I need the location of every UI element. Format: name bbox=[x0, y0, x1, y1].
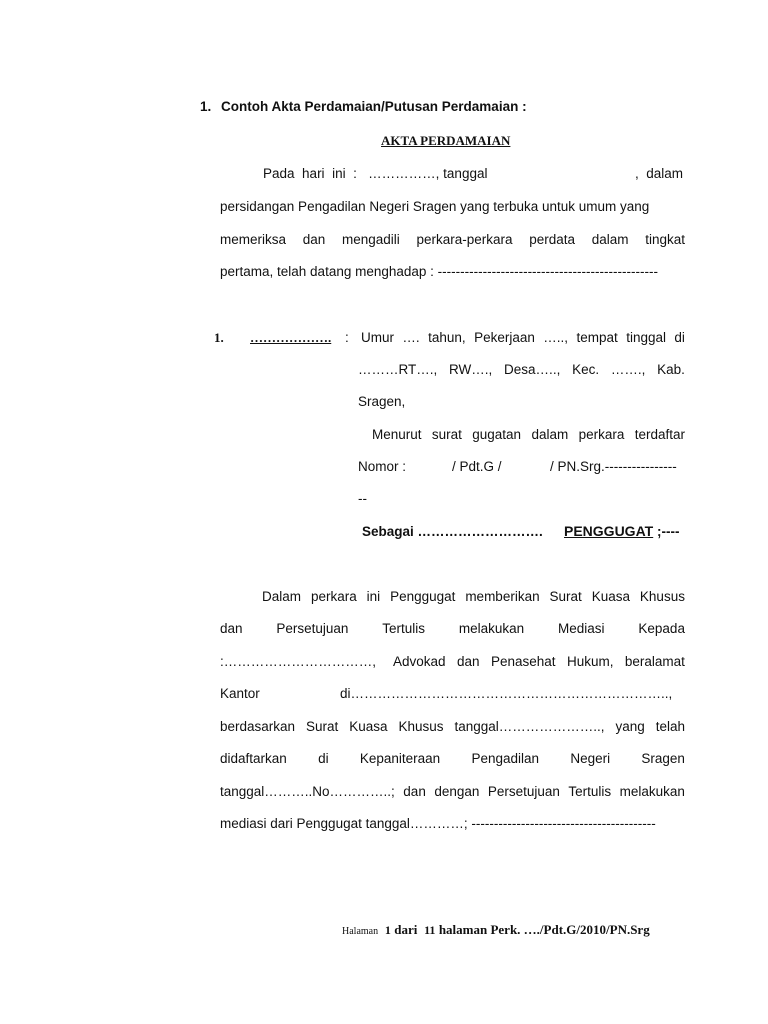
footer-page-number: 1 bbox=[384, 923, 391, 937]
section-heading: Contoh Akta Perdamaian/Putusan Perdamaian : bbox=[221, 99, 527, 114]
party-line-3: Sragen, bbox=[358, 394, 406, 409]
party-colon: : bbox=[345, 330, 349, 345]
footer-case-reference: halaman Perk. …./Pdt.G/2010/PN.Srg bbox=[438, 922, 650, 937]
body-line-3-dots: :……………………………, bbox=[220, 654, 377, 669]
nomor-pdt: / Pdt.G / bbox=[452, 459, 502, 474]
page-footer bbox=[342, 922, 650, 938]
footer-total-pages: 11 bbox=[424, 923, 436, 937]
role-suffix: ;---- bbox=[656, 524, 680, 539]
party-line-2: ………RT…., RW…., Desa….., Kec. ……., Kab. bbox=[358, 362, 685, 377]
role-penggugat: PENGGUGAT bbox=[564, 523, 654, 539]
document-title: AKTA PERDAMAIAN bbox=[381, 133, 511, 148]
party-line-4: Menurut surat gugatan dalam perkara terdaftar bbox=[372, 427, 685, 442]
nomor-continuation: -- bbox=[358, 491, 367, 506]
body-line-5: berdasarkan Surat Kuasa Khusus tanggal………………….., yang telah bbox=[220, 719, 685, 734]
footer-prefix: Halaman bbox=[342, 926, 379, 937]
nomor-label: Nomor : bbox=[358, 459, 407, 474]
intro-line-3: memeriksa dan mengadili perkara-perkara perdata dalam tingkat bbox=[220, 232, 685, 247]
sebagai-label: Sebagai ………………………. bbox=[362, 524, 543, 539]
body-line-6: didaftarkan di Kepaniteraan Pengadilan Negeri Sragen bbox=[220, 751, 685, 766]
party-name-placeholder: ………………. bbox=[250, 330, 332, 345]
body-line-3: Advokad dan Penasehat Hukum, beralamat bbox=[393, 654, 685, 669]
nomor-pn: / PN.Srg.---------------- bbox=[550, 459, 677, 474]
section-number: 1. bbox=[200, 99, 212, 114]
footer-dari: dari bbox=[394, 922, 418, 937]
intro-line-4: pertama, telah datang menghadap : ------------------------------------------------- bbox=[220, 264, 658, 279]
intro-line-1: Pada hari ini : ……………, tanggal bbox=[263, 166, 488, 181]
body-line-1: Dalam perkara ini Penggugat memberikan Surat Kuasa Khusus bbox=[262, 589, 685, 604]
body-line-4-kantor: Kantor bbox=[220, 686, 260, 701]
party-line-1: Umur …. tahun, Pekerjaan ….., tempat tinggal di bbox=[361, 330, 685, 345]
body-line-8: mediasi dari Penggugat tanggal…………; ----------------------------------------- bbox=[220, 816, 656, 831]
body-line-2: dan Persetujuan Tertulis melakukan Mediasi Kepada bbox=[220, 621, 685, 636]
body-line-7: tanggal………..No…………..; dan dengan Persetujuan Tertulis melakukan bbox=[220, 784, 685, 799]
party-number: 1. bbox=[214, 330, 224, 345]
role-line bbox=[564, 523, 679, 539]
body-line-4-address: di…………………………………………………………….., bbox=[340, 686, 673, 701]
intro-line-1-end: , dalam bbox=[635, 166, 684, 181]
intro-line-2: persidangan Pengadilan Negeri Sragen yang terbuka untuk umum yang bbox=[220, 199, 650, 214]
